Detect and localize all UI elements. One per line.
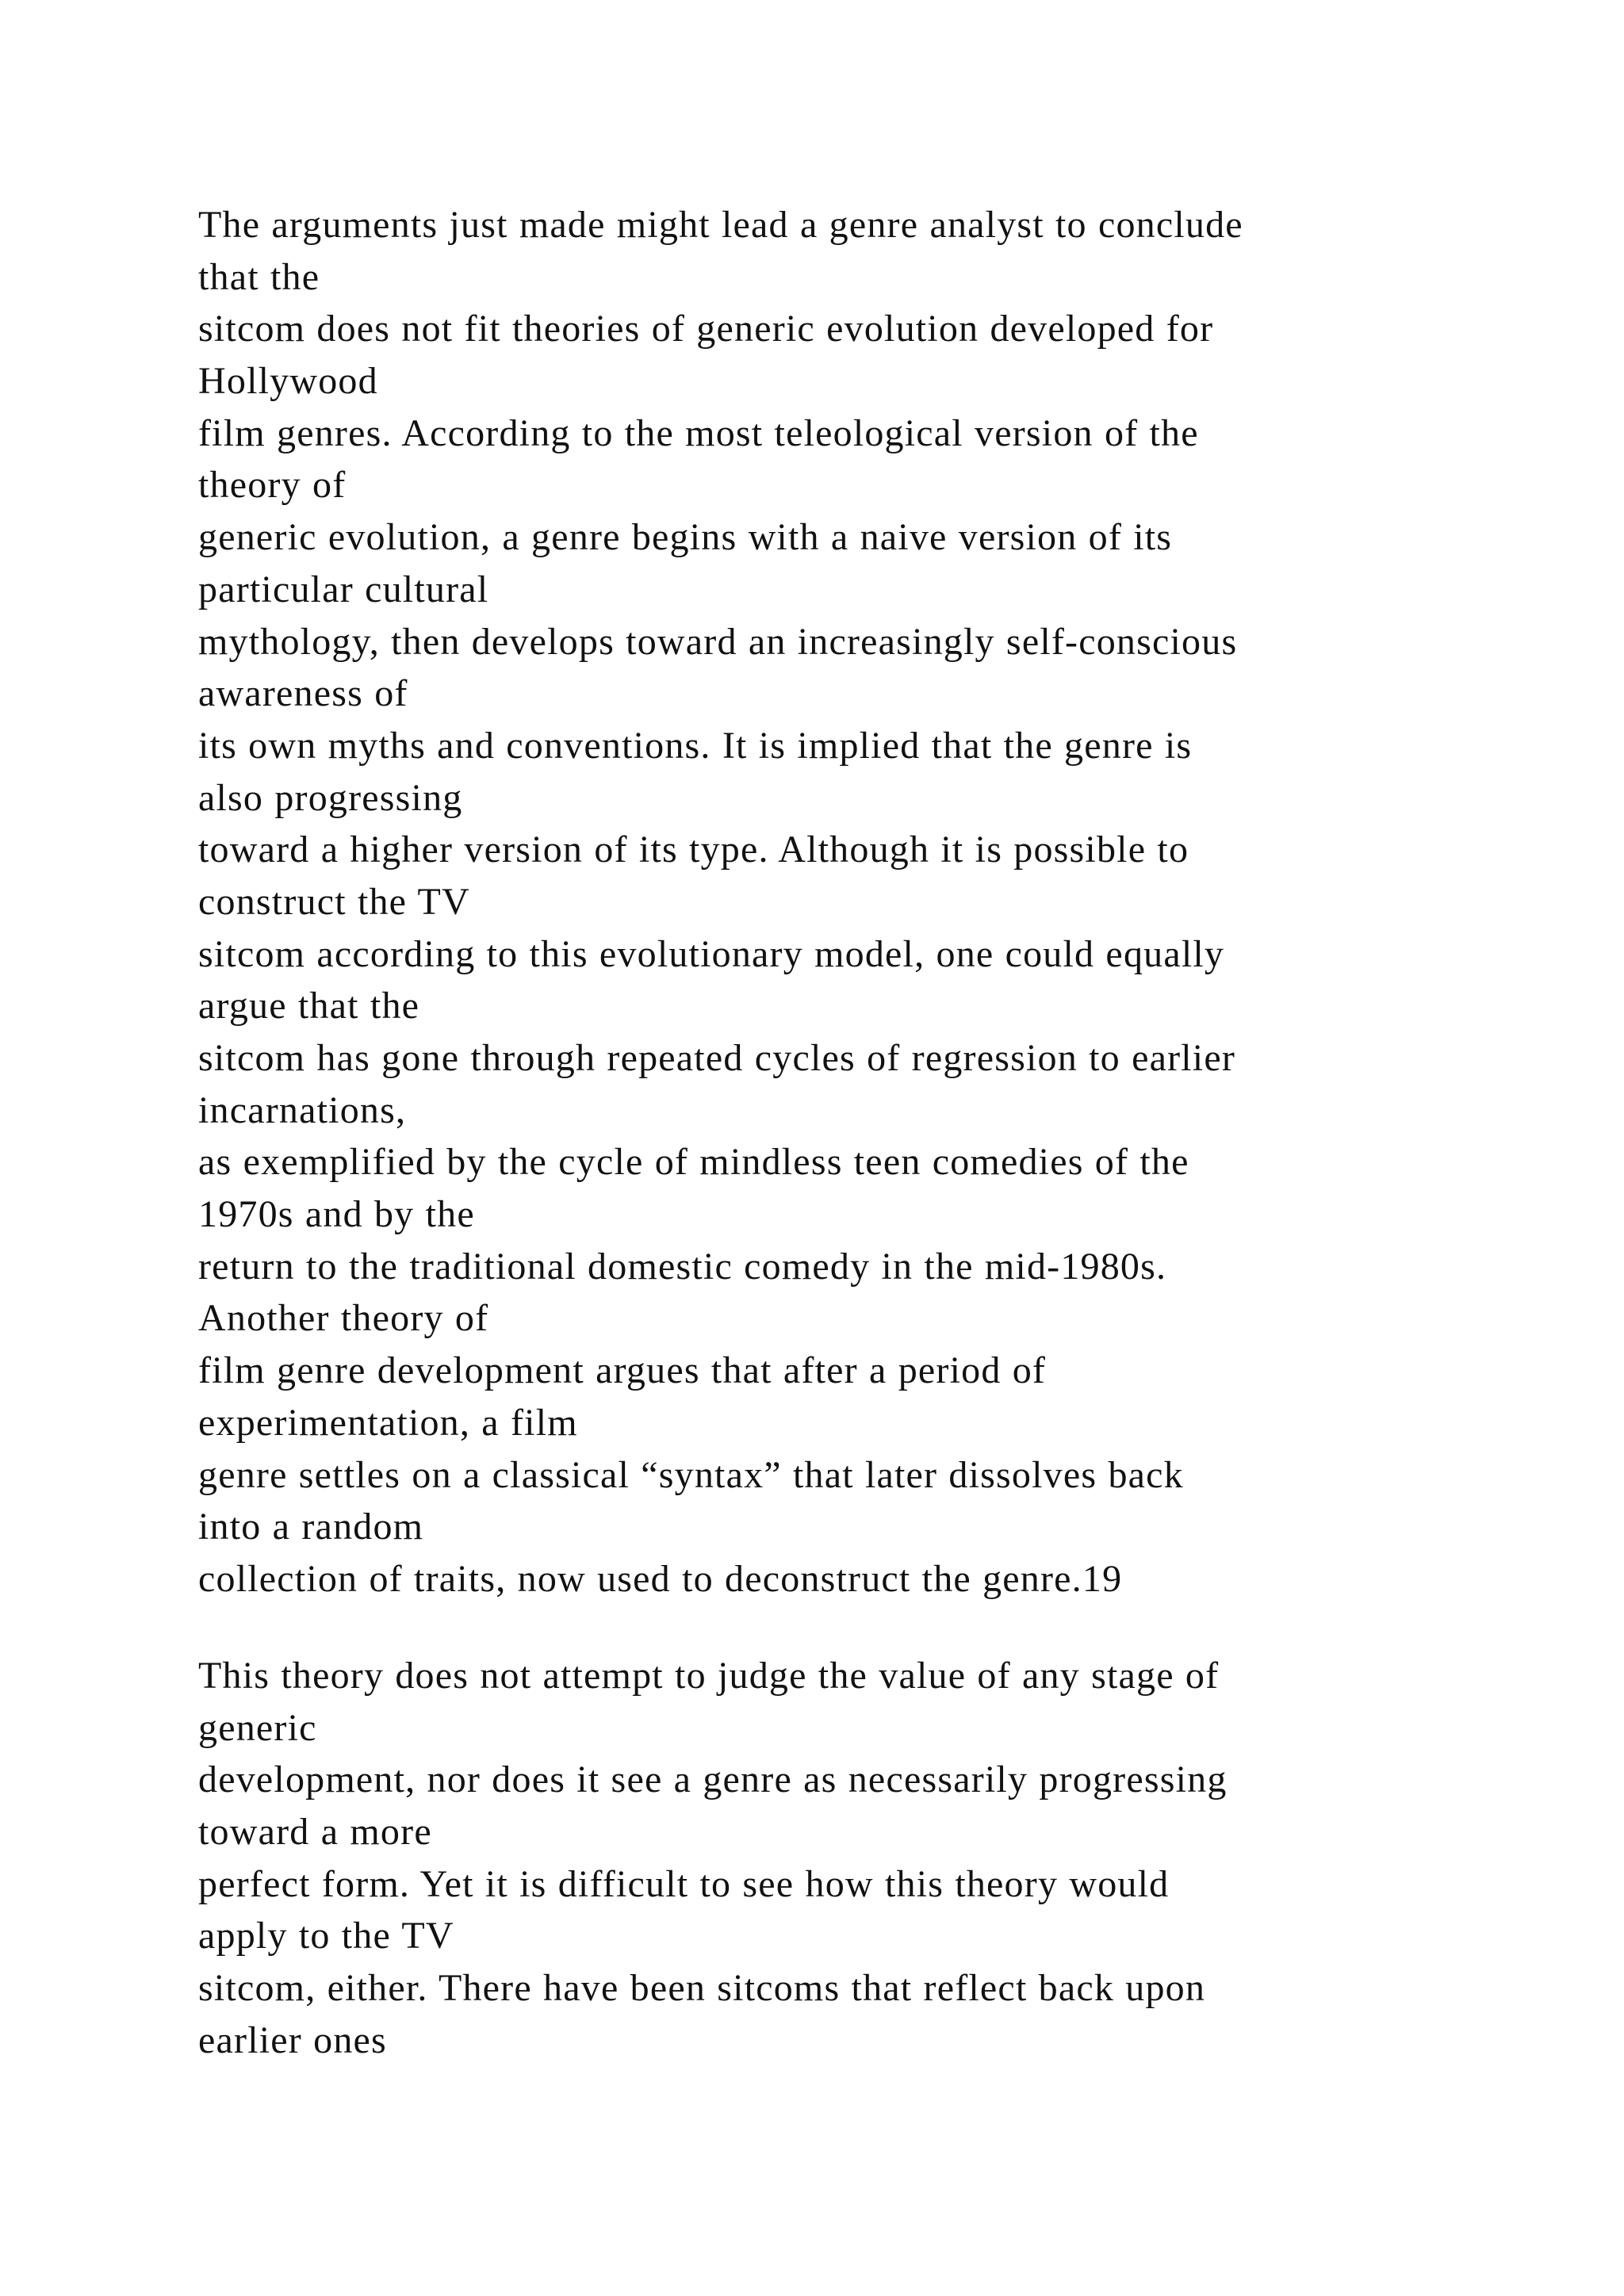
text-line: argue that the (198, 985, 420, 1027)
text-line: also progressing (198, 776, 463, 819)
text-line: earlier ones (198, 2019, 387, 2061)
paragraph-1 (198, 199, 1546, 1605)
text-line: return to the traditional domestic comedy in the mid-1980s. (198, 1245, 1167, 1288)
text-line: its own myths and conventions. It is implied that the genre is (198, 724, 1193, 767)
text-line: toward a more (198, 1811, 432, 1854)
text-line: that the (198, 255, 320, 298)
text-line: generic (198, 1706, 317, 1749)
paragraph-2 (198, 1650, 1546, 2067)
text-line: sitcom has gone through repeated cycles of regression to earlier (198, 1037, 1236, 1079)
text-line: as exemplified by the cycle of mindless teen comedies of the (198, 1141, 1189, 1184)
text-line: The arguments just made might lead a genre analyst to conclude (198, 204, 1243, 246)
text-line: film genres. According to the most teleological version of the (198, 411, 1199, 454)
text-line: collection of traits, now used to deconstruct the genre.19 (198, 1557, 1123, 1600)
text-line: generic evolution, a genre begins with a naive version of its (198, 516, 1173, 559)
text-line: awareness of (198, 672, 408, 715)
text-line: sitcom does not fit theories of generic evolution developed for (198, 308, 1214, 350)
text-line: genre settles on a classical “syntax” that later dissolves back (198, 1453, 1184, 1496)
text-line: perfect form. Yet it is difficult to see how this theory would (198, 1862, 1170, 1905)
text-line: experimentation, a film (198, 1401, 578, 1444)
text-line: sitcom according to this evolutionary model, one could equally (198, 932, 1225, 975)
text-line: film genre development argues that after a period of (198, 1349, 1047, 1392)
text-line: construct the TV (198, 880, 470, 923)
text-line: mythology, then develops toward an increasingly self-conscious (198, 620, 1238, 663)
text-line: sitcom, either. There have been sitcoms that reflect back upon (198, 1967, 1206, 2010)
text-line: Hollywood (198, 360, 378, 403)
text-line: Another theory of (198, 1297, 489, 1340)
text-line: toward a higher version of its type. Although it is possible to (198, 828, 1189, 871)
text-line: This theory does not attempt to judge the value of any stage of (198, 1655, 1220, 1697)
text-line: incarnations, (198, 1089, 407, 1131)
text-line: into a random (198, 1506, 424, 1548)
text-line: particular cultural (198, 568, 489, 610)
text-line: 1970s and by the (198, 1193, 475, 1236)
text-line: theory of (198, 464, 347, 507)
text-line: apply to the TV (198, 1915, 454, 1957)
text-line: development, nor does it see a genre as necessarily progressing (198, 1758, 1228, 1801)
